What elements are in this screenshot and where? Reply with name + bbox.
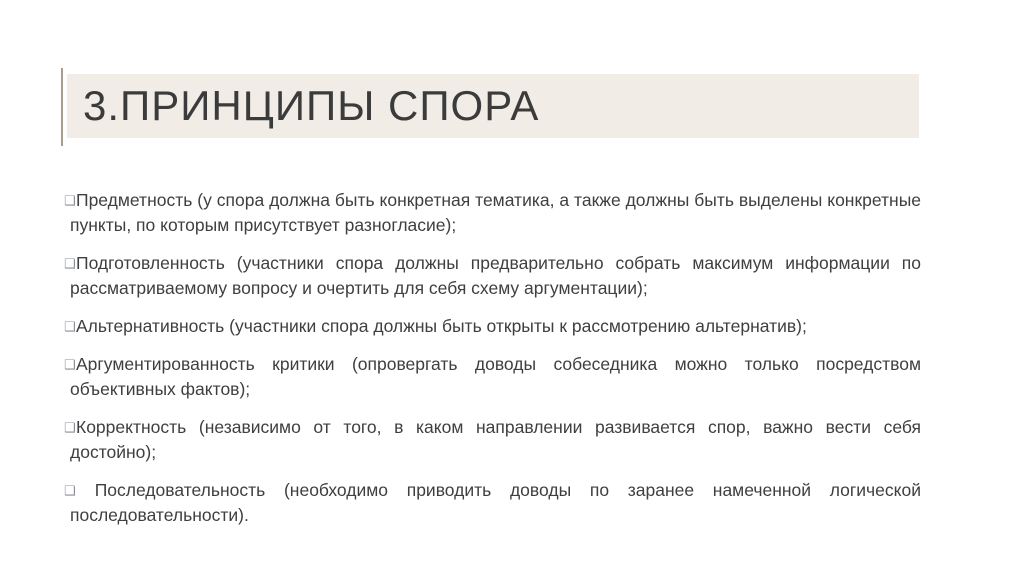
list-item-text: Аргументированность критики (опровергать доводы собеседника можно только посредством объективных фактов); xyxy=(70,354,921,399)
list-item-text: Корректность (независимо от того, в каком направлении развивается спор, важно вести себя достойно); xyxy=(70,417,921,462)
list-item xyxy=(64,314,921,339)
checkbox-bullet-icon: ❑ xyxy=(64,483,76,498)
list-item xyxy=(64,478,921,528)
checkbox-bullet-icon: ❑ xyxy=(64,420,76,435)
list-item xyxy=(64,188,921,238)
list-item xyxy=(64,415,921,465)
list-item-text: Подготовленность (участники спора должны предварительно собрать максимум информации по рассматриваемому вопросу и очертить для себя схему аргументации); xyxy=(70,253,921,298)
list-item xyxy=(64,251,921,301)
title-box xyxy=(67,74,919,138)
list-item xyxy=(64,352,921,402)
title-accent-line xyxy=(61,68,63,146)
slide-title: 3.ПРИНЦИПЫ СПОРА xyxy=(83,82,540,129)
list-item-text: Предметность (у спора должна быть конкретная тематика, а также должны быть выделены конкретные пункты, по которым присутствует разногласие); xyxy=(70,190,921,235)
checkbox-bullet-icon: ❑ xyxy=(64,193,76,208)
bullet-list xyxy=(64,188,921,528)
checkbox-bullet-icon: ❑ xyxy=(64,357,76,372)
checkbox-bullet-icon: ❑ xyxy=(64,256,76,271)
checkbox-bullet-icon: ❑ xyxy=(64,319,76,334)
list-item-text: Альтернативность (участники спора должны быть открыты к рассмотрению альтернатив); xyxy=(76,316,807,336)
list-item-text: Последовательность (необходимо приводить доводы по заранее намеченной логической последовательности). xyxy=(70,480,921,525)
